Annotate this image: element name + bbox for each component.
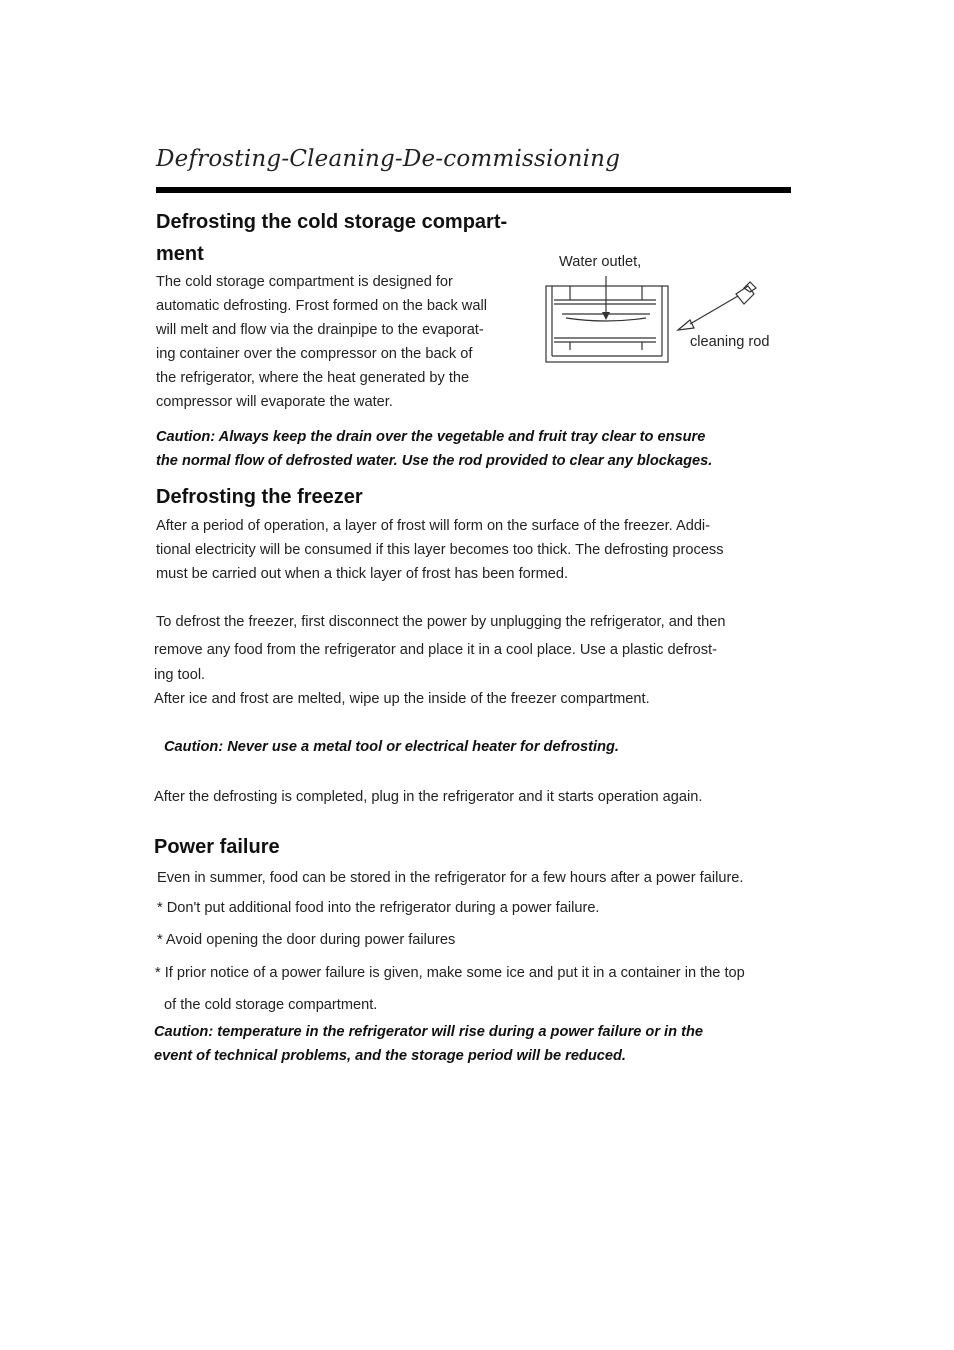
- page-title: Defrosting-Cleaning-De-commissioning: [156, 146, 621, 172]
- freezer-para2-line: To defrost the freezer, first disconnect the power by unplugging the refrigerator, and then: [156, 614, 726, 630]
- power-failure-bullet: * Avoid opening the door during power failures: [157, 932, 456, 948]
- caution-line: event of technical problems, and the storage period will be reduced.: [154, 1048, 626, 1064]
- cold-storage-body: [156, 270, 487, 414]
- cold-storage-body-line: compressor will evaporate the water.: [156, 394, 393, 410]
- cold-storage-body-line: ing container over the compressor on the back of: [156, 346, 473, 362]
- power-failure-bullet: * Don't put additional food into the refrigerator during a power failure.: [157, 900, 600, 916]
- freezer-para1-line: tional electricity will be consumed if this layer becomes too thick. The defrosting process: [156, 542, 724, 558]
- water-outlet-label: Water outlet,: [559, 254, 642, 270]
- caution-line: the normal flow of defrosted water. Use the rod provided to clear any blockages.: [156, 453, 713, 469]
- power-failure-bullet-cont: of the cold storage compartment.: [164, 997, 378, 1013]
- power-failure-intro: Even in summer, food can be stored in the refrigerator for a few hours after a power failure.: [157, 870, 744, 886]
- fridge-compartment-drawing: [546, 286, 668, 362]
- cold-storage-caution: [156, 425, 712, 473]
- caution-line: Caution: Always keep the drain over the vegetable and fruit tray clear to ensure: [156, 429, 706, 445]
- cold-storage-body-line: The cold storage compartment is designed for: [156, 274, 453, 290]
- cold-storage-body-line: the refrigerator, where the heat generated by the: [156, 370, 470, 386]
- cleaning-rod-label: cleaning rod: [690, 334, 770, 350]
- freezer-para1: [156, 514, 724, 586]
- freezer-para2-line: After ice and frost are melted, wipe up the inside of the freezer compartment.: [154, 691, 650, 707]
- freezer-para1-line: must be carried out when a thick layer of frost has been formed.: [156, 566, 569, 582]
- freezer-para1-line: After a period of operation, a layer of frost will form on the surface of the freezer. Addi-: [156, 518, 711, 534]
- freezer-para2-line: remove any food from the refrigerator and place it in a cool place. Use a plastic defrost-: [154, 642, 717, 658]
- cold-storage-body-line: automatic defrosting. Frost formed on the back wall: [156, 298, 487, 314]
- freezer-heading: Defrosting the freezer: [156, 486, 363, 508]
- power-failure-heading: Power failure: [154, 836, 280, 858]
- power-failure-bullet: * If prior notice of a power failure is given, make some ice and put it in a container in the top: [155, 965, 745, 981]
- freezer-after-text: After the defrosting is completed, plug in the refrigerator and it starts operation again.: [154, 789, 703, 805]
- power-failure-caution: [154, 1020, 703, 1068]
- freezer-caution: Caution: Never use a metal tool or electrical heater for defrosting.: [164, 739, 619, 755]
- caution-line: Caution: temperature in the refrigerator will rise during a power failure or in the: [154, 1024, 703, 1040]
- cold-storage-body-line: will melt and flow via the drainpipe to the evaporat-: [156, 322, 484, 338]
- cleaning-rod-icon: [678, 282, 756, 330]
- cold-storage-heading-line1: Defrosting the cold storage compart-: [156, 211, 508, 233]
- arrow-icon: [602, 276, 610, 320]
- header-rule: [156, 187, 791, 193]
- drain-diagram: [540, 274, 780, 370]
- cold-storage-heading-line2: ment: [156, 243, 204, 265]
- freezer-para2-line: ing tool.: [154, 667, 206, 683]
